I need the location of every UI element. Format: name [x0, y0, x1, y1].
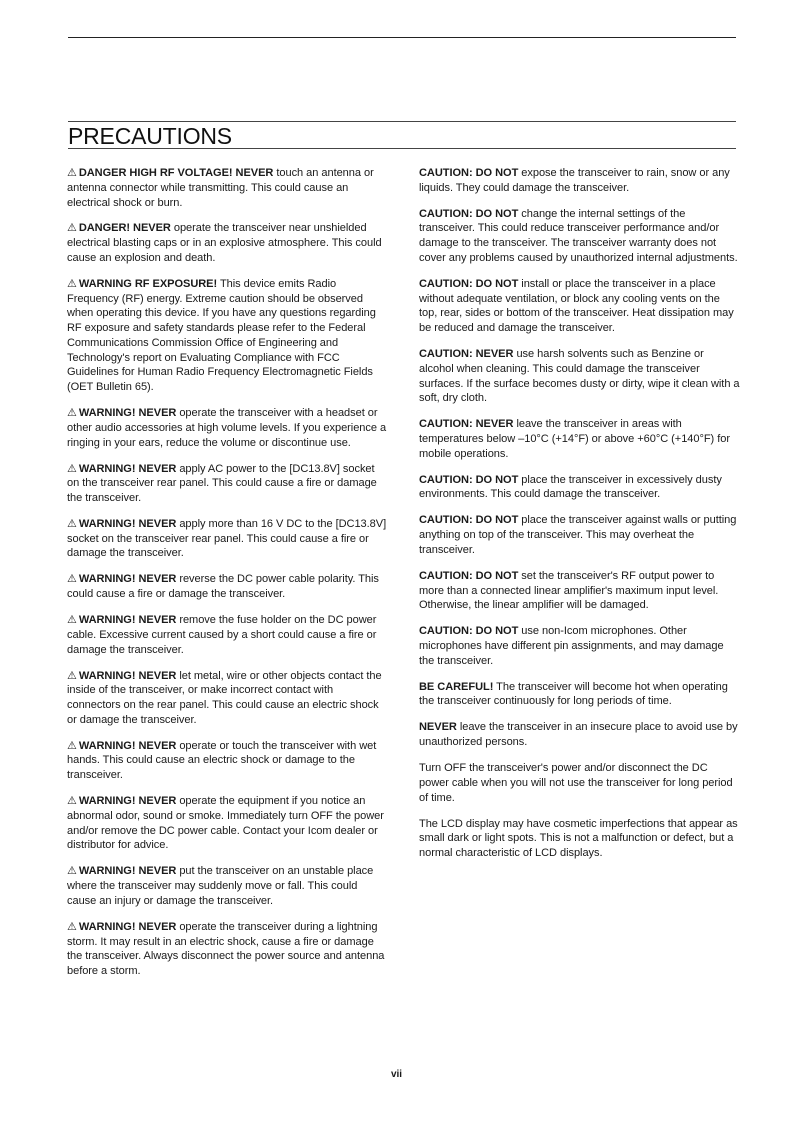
precaution-lead: WARNING! NEVER — [78, 462, 177, 475]
precaution-lead: WARNING! NEVER — [78, 920, 177, 933]
precaution-paragraph — [419, 720, 740, 750]
warning-triangle-icon: ⚠ — [67, 166, 77, 179]
precaution-text: touch an antenna or antenna connector while transmitting. This could cause an electrical shock or burn. — [67, 167, 374, 209]
precaution-paragraph — [419, 680, 740, 710]
precaution-paragraph — [419, 569, 740, 613]
precaution-text: install or place the transceiver in a place without adequate ventilation, or block any cooling vents on the top, rear, sides or bottom of the transceiver. Heat dissipation may be reduced and damage the transceiver. — [419, 277, 734, 335]
precaution-text: leave the transceiver in an insecure place to avoid use by unauthorized persons. — [419, 721, 738, 749]
precaution-paragraph — [67, 739, 389, 783]
precaution-lead: WARNING! NEVER — [78, 407, 177, 420]
precaution-lead: WARNING! NEVER — [78, 795, 177, 808]
right-column — [419, 166, 740, 872]
precaution-lead: CAUTION: DO NOT — [419, 207, 519, 220]
warning-triangle-icon: ⚠ — [67, 516, 77, 530]
precaution-paragraph — [67, 221, 389, 265]
left-column — [67, 166, 389, 990]
precaution-paragraph — [67, 613, 389, 657]
precaution-paragraph — [419, 513, 740, 557]
warning-triangle-icon: ⚠ — [67, 276, 77, 290]
precaution-text: expose the transceiver to rain, snow or any liquids. They could damage the transceiver. — [419, 167, 730, 194]
warning-triangle-icon: ⚠ — [67, 613, 77, 627]
precaution-paragraph — [67, 572, 389, 602]
precaution-text: set the transceiver's RF output power to more than a connected linear amplifier's maximum input level. Otherwise, the linear amplifier will be damaged. — [419, 569, 719, 612]
precaution-paragraph — [419, 347, 740, 406]
precaution-lead: CAUTION: NEVER — [419, 418, 514, 431]
precaution-lead: CAUTION: DO NOT — [419, 514, 519, 527]
precaution-paragraph — [67, 166, 389, 210]
precaution-lead: WARNING! NEVER — [78, 614, 177, 627]
precaution-text: put the transceiver on an unstable place where the transceiver may suddenly move or fall. This could cause an injury or damage the transceiver. — [67, 865, 374, 907]
precaution-lead: WARNING! NEVER — [78, 739, 177, 752]
precaution-lead: BE CAREFUL! — [419, 680, 494, 693]
precaution-lead: NEVER — [419, 721, 457, 734]
precaution-text: operate the transceiver with a headset or other audio accessories at high volume levels. If you experience a ringing in your ears, reduce the volume or discontinue use. — [67, 407, 387, 449]
precaution-text: change the internal settings of the transceiver. This could reduce transceiver performance and/or damage to the transceiver. The transceiver warranty does not cover any problems caused by unauthorized internal adjustments. — [419, 207, 738, 264]
precaution-paragraph — [67, 462, 389, 506]
header-rule — [68, 37, 736, 38]
precaution-lead: CAUTION: DO NOT — [419, 277, 519, 290]
precaution-paragraph — [67, 406, 389, 450]
precaution-text: place the transceiver against walls or putting anything on top of the transceiver. This may overheat the transceiver. — [419, 514, 737, 556]
precaution-text: This device emits Radio Frequency (RF) energy. Extreme caution should be observed when operating this device. If you have any questions regarding RF exposure and safety standards please refer to the Federal Communications Commission Office of Engineering and Technology's report on Evaluating Compliance with FCC Guidelines for Human Radio Frequency Electromagnetic Fields (OET Bulletin 65). — [67, 277, 376, 394]
precaution-paragraph — [419, 624, 740, 668]
warning-triangle-icon: ⚠ — [67, 794, 77, 808]
precaution-lead: WARNING! NEVER — [78, 573, 177, 586]
precaution-text: use harsh solvents such as Benzine or alcohol when cleaning. This could damage the transceiver surfaces. If the surface becomes dusty or dirty, wipe it clean with a soft, dry cloth. — [419, 348, 740, 405]
precaution-paragraph — [419, 761, 740, 805]
precaution-text: operate the equipment if you notice an abnormal odor, sound or smoke. Immediately turn OFF the power and/or remove the DC power cable. Contact your Icom dealer or distributor for advice. — [67, 795, 384, 852]
precaution-text: The transceiver will become hot when operating the transceiver continuously for long periods of time. — [419, 680, 728, 708]
warning-triangle-icon: ⚠ — [67, 461, 77, 475]
page-number: vii — [390, 1069, 403, 1080]
precaution-paragraph — [67, 277, 389, 395]
precaution-lead: CAUTION: NEVER — [419, 348, 514, 361]
precaution-paragraph — [419, 166, 740, 196]
precaution-paragraph — [419, 277, 740, 336]
precaution-lead: CAUTION: DO NOT — [419, 473, 519, 486]
warning-triangle-icon: ⚠ — [67, 738, 77, 752]
precaution-paragraph — [67, 920, 389, 979]
precaution-paragraph — [67, 794, 389, 853]
precaution-text: operate the transceiver near unshielded electrical blasting caps or in an explosive atmosphere. This could cause an explosion and death. — [67, 222, 382, 264]
precaution-text: apply more than 16 V DC to the [DC13.8V] socket on the transceiver rear panel. This could cause a fire or damage the transceiver. — [67, 517, 387, 560]
precaution-text: The LCD display may have cosmetic imperfections that appear as small dark or light spots. This is not a malfunction or defect, but a normal characteristic of LCD displays. — [419, 817, 738, 859]
precaution-paragraph — [67, 517, 389, 561]
title-bar — [68, 121, 736, 149]
warning-triangle-icon: ⚠ — [67, 406, 77, 420]
precaution-lead: WARNING! NEVER — [78, 669, 177, 682]
precaution-paragraph — [419, 817, 740, 861]
precaution-paragraph — [419, 473, 740, 503]
precaution-text: Turn OFF the transceiver's power and/or disconnect the DC power cable when you will not use the transceiver for long period of time. — [419, 762, 733, 804]
precaution-text: operate or touch the transceiver with wet hands. This could cause an electric shock or damage to the transceiver. — [67, 739, 377, 782]
warning-triangle-icon: ⚠ — [67, 919, 77, 933]
precaution-text: remove the fuse holder on the DC power cable. Excessive current caused by a short could cause a fire or damage the transceiver. — [67, 614, 377, 656]
precaution-lead: CAUTION: DO NOT — [419, 625, 519, 638]
precaution-paragraph — [419, 417, 740, 461]
precaution-text: let metal, wire or other objects contact the inside of the transceiver, or make incorrect contact with connectors on the rear panel. This could cause an electric shock or damage the transceiver. — [67, 669, 382, 726]
page-title: PRECAUTIONS — [68, 123, 232, 149]
precaution-text: place the transceiver in excessively dusty environments. This could damage the transceiver. — [419, 473, 722, 501]
precaution-paragraph — [67, 669, 389, 728]
warning-triangle-icon: ⚠ — [67, 668, 77, 682]
precaution-text: apply AC power to the [DC13.8V] socket on the transceiver rear panel. This could cause a fire or damage the transceiver. — [67, 462, 377, 504]
precaution-paragraph — [67, 864, 389, 908]
precaution-lead: WARNING RF EXPOSURE! — [78, 277, 218, 290]
precaution-text: leave the transceiver in areas with temperatures below –10°C (+14°F) or above +60°C (+140°F) for mobile operations. — [419, 418, 730, 460]
precaution-lead: CAUTION: DO NOT — [419, 167, 519, 179]
precaution-lead: WARNING! NEVER — [78, 517, 177, 530]
warning-triangle-icon: ⚠ — [67, 572, 77, 586]
warning-triangle-icon: ⚠ — [67, 864, 77, 878]
precaution-text: operate the transceiver during a lightning storm. It may result in an electric shock, cause a fire or damage the transceiver. Always disconnect the power source and antenna before a storm. — [67, 920, 385, 977]
precaution-lead: DANGER! NEVER — [78, 222, 171, 235]
warning-triangle-icon: ⚠ — [67, 221, 77, 235]
precaution-lead: CAUTION: DO NOT — [419, 569, 519, 582]
precaution-paragraph — [419, 207, 740, 266]
precaution-text: use non-Icom microphones. Other microphones have different pin assignments, and may damage the transceiver. — [419, 625, 724, 667]
precaution-lead: WARNING! NEVER — [78, 865, 177, 878]
precaution-text: reverse the DC power cable polarity. This could cause a fire or damage the transceiver. — [67, 573, 379, 601]
precaution-lead: DANGER HIGH RF VOLTAGE! NEVER — [78, 167, 274, 179]
